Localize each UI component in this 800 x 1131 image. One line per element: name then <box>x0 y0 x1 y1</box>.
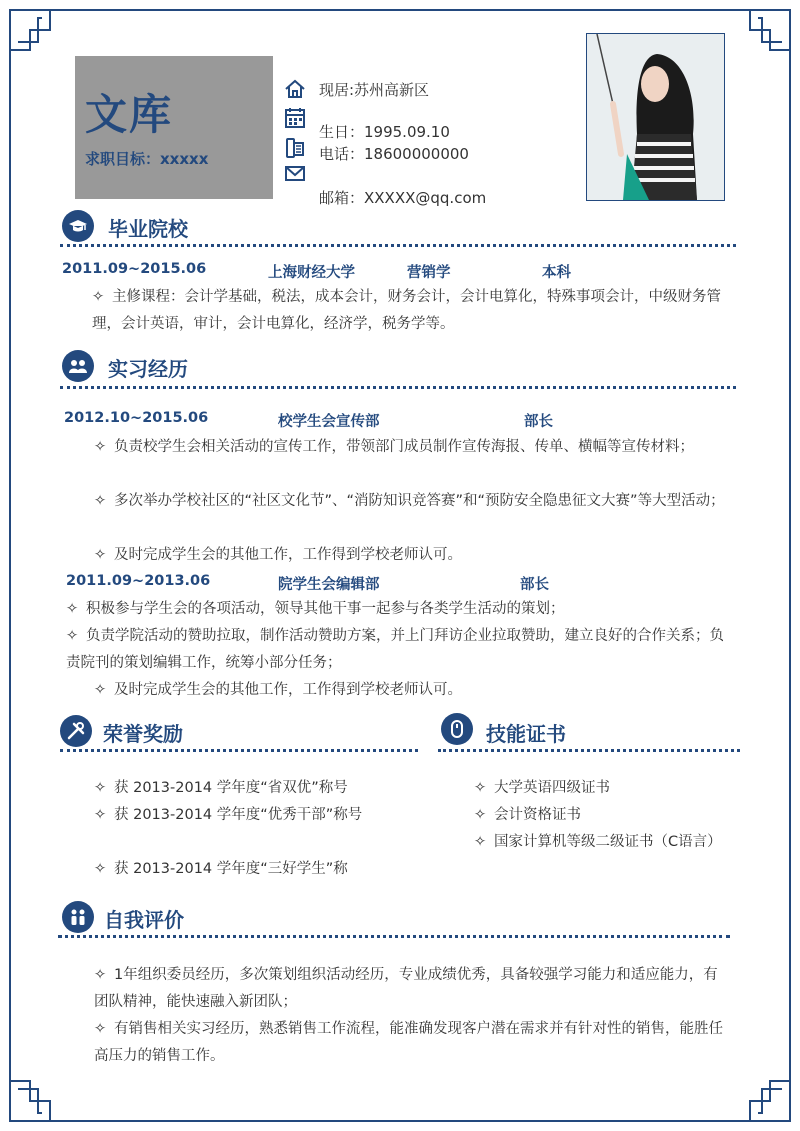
internship-period: 2012.10~2015.06 <box>64 410 209 426</box>
name-box <box>75 56 273 199</box>
mouse-icon <box>441 713 473 745</box>
list-item: ✧ 多次举办学校社区的“社区文化节”、“消防知识竞答赛”和“预防安全隐患征文大赛”等大型活动； <box>94 493 725 509</box>
section-divider <box>60 749 418 752</box>
list-item: ✧ 国家计算机等级二级证书（C语言） <box>474 834 722 850</box>
list-item: ✧ 大学英语四级证书 <box>474 780 610 796</box>
internship-period: 2011.09~2013.06 <box>66 573 211 589</box>
list-item: ✧ 积极参与学生会的各项活动，领导其他干事一起参与各类学生活动的策划； <box>66 601 565 617</box>
section-divider <box>60 386 736 389</box>
list-item: ✧ 主修课程：会计学基础，税法，成本会计，财务会计，会计电算化，特殊事项会计，中级财务管理，会计英语，审计，会计电算化，经济学，税务学等。 <box>92 289 721 332</box>
section-divider <box>60 244 736 247</box>
residence: 现居:苏州高新区 <box>319 81 430 99</box>
section-divider <box>58 935 730 938</box>
home-icon <box>284 78 306 100</box>
section-divider <box>438 749 740 752</box>
list-item: ✧ 1年组织委员经历，多次策划组织活动经历，专业成绩优秀，具备较强学习能力和适应能力，有团队精神，能快速融入新团队； <box>94 967 718 1010</box>
section-title-honors: 荣誉奖励 <box>103 722 183 746</box>
birthday: 生日：1995.09.10 <box>319 123 450 141</box>
list-item: ✧ 及时完成学生会的其他工作，工作得到学校老师认可。 <box>94 547 462 563</box>
internship-org: 院学生会编辑部 <box>278 577 380 593</box>
tools-icon <box>60 715 92 747</box>
section-title-internship: 实习经历 <box>108 357 188 381</box>
section-title-self-eval: 自我评价 <box>104 908 184 932</box>
list-item: ✧ 有销售相关实习经历，熟悉销售工作流程，能准确发现客户潜在需求并有针对性的销售，能胜任高压力的销售工作。 <box>94 1021 723 1064</box>
education-school: 上海财经大学 <box>268 265 355 281</box>
phone: 电话：18600000000 <box>319 145 469 163</box>
list-item: ✧ 获 2013-2014 学年度“三好学生”称 <box>94 861 348 877</box>
candidate-name: 文库 <box>85 90 174 139</box>
graduation-cap-icon <box>62 210 94 242</box>
education-major: 营销学 <box>407 265 451 281</box>
phone-icon <box>284 137 306 159</box>
list-item: ✧ 负责校学生会相关活动的宣传工作，带领部门成员制作宣传海报、传单、横幅等宣传材料； <box>94 439 694 455</box>
section-title-education: 毕业院校 <box>108 217 188 241</box>
education-degree: 本科 <box>542 265 571 281</box>
profile-photo <box>586 33 725 201</box>
education-period: 2011.09~2015.06 <box>62 261 207 277</box>
list-item: ✧ 获 2013-2014 学年度“省双优”称号 <box>94 780 348 796</box>
list-item: ✧ 会计资格证书 <box>474 807 581 823</box>
job-objective: 求职目标：xxxxx <box>85 150 209 168</box>
list-item: ✧ 获 2013-2014 学年度“优秀干部”称号 <box>94 807 363 823</box>
internship-role: 部长 <box>524 414 553 430</box>
users-icon <box>62 901 94 933</box>
people-icon <box>62 350 94 382</box>
mail-icon <box>284 162 306 184</box>
calendar-icon <box>284 107 306 129</box>
internship-role: 部长 <box>520 577 549 593</box>
section-title-skills: 技能证书 <box>486 722 566 746</box>
list-item: ✧ 负责学院活动的赞助拉取，制作活动赞助方案，并上门拜访企业拉取赞助，建立良好的合作关系；负责院刊的策划编辑工作，统筹小部分任务； <box>66 628 724 671</box>
email: 邮箱：XXXXX@qq.com <box>319 189 487 207</box>
list-item: ✧ 及时完成学生会的其他工作，工作得到学校老师认可。 <box>94 682 462 698</box>
internship-org: 校学生会宣传部 <box>278 414 380 430</box>
